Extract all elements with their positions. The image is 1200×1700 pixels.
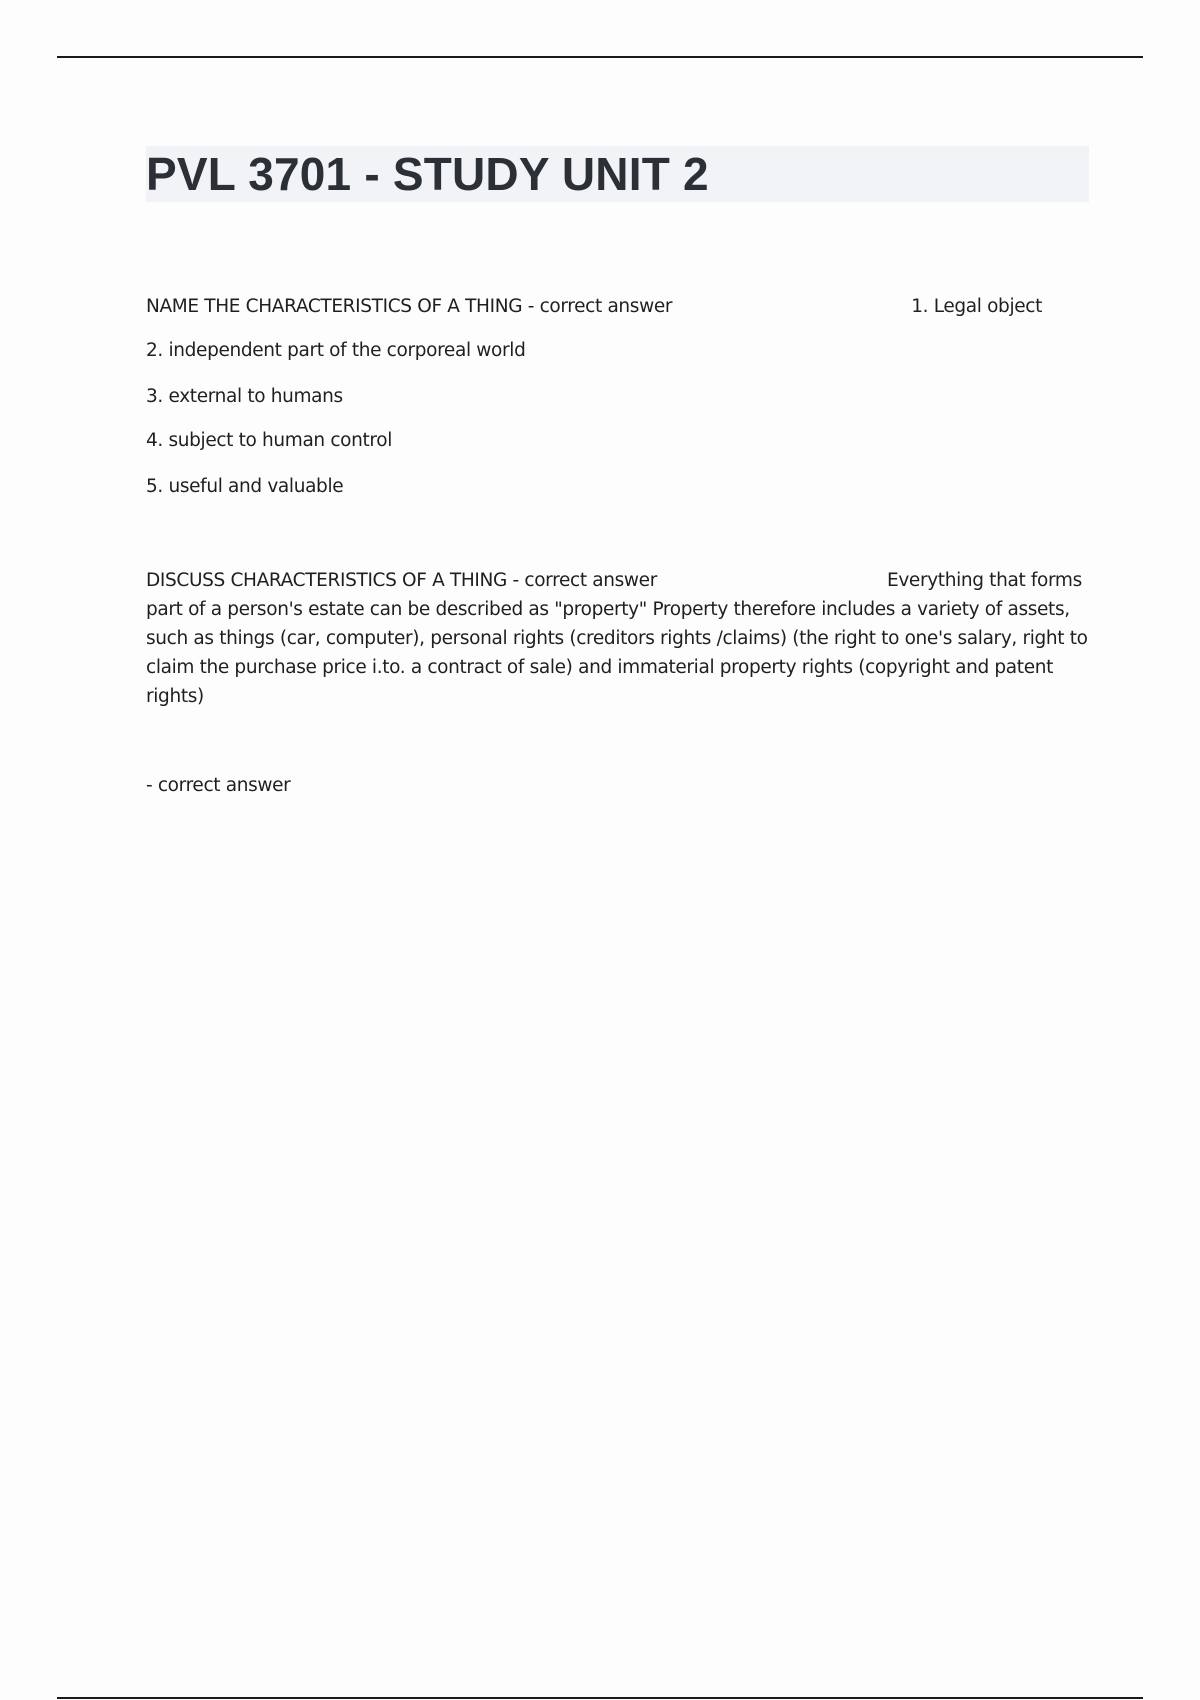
qa-item-2: [146, 566, 1089, 711]
qa-item-3: - correct answer: [146, 775, 291, 796]
answer-text: Everything that forms part of a person's estate can be described as "property" Property therefore includes a variety of assets, such as things (car, computer), personal rights (creditors rights /claims) (the right to one's salary, right to claim the purchase price i.to. a contract of sale) and immaterial property rights (copyright and patent rights): [146, 570, 1088, 707]
answer-line: 3. external to humans: [146, 386, 343, 407]
qa-item-1: [146, 294, 1089, 320]
answer-line: 5. useful and valuable: [146, 476, 344, 497]
question-text: DISCUSS CHARACTERISTICS OF A THING - correct answer: [146, 570, 657, 591]
answer-line: 4. subject to human control: [146, 430, 393, 451]
page-title: PVL 3701 - STUDY UNIT 2: [146, 148, 709, 200]
answer-text: 1. Legal object: [911, 296, 1042, 317]
question-text: NAME THE CHARACTERISTICS OF A THING - correct answer: [146, 296, 673, 317]
answer-line: 2. independent part of the corporeal world: [146, 340, 526, 361]
bottom-rule: [57, 1697, 1143, 1699]
top-rule: [57, 56, 1143, 58]
